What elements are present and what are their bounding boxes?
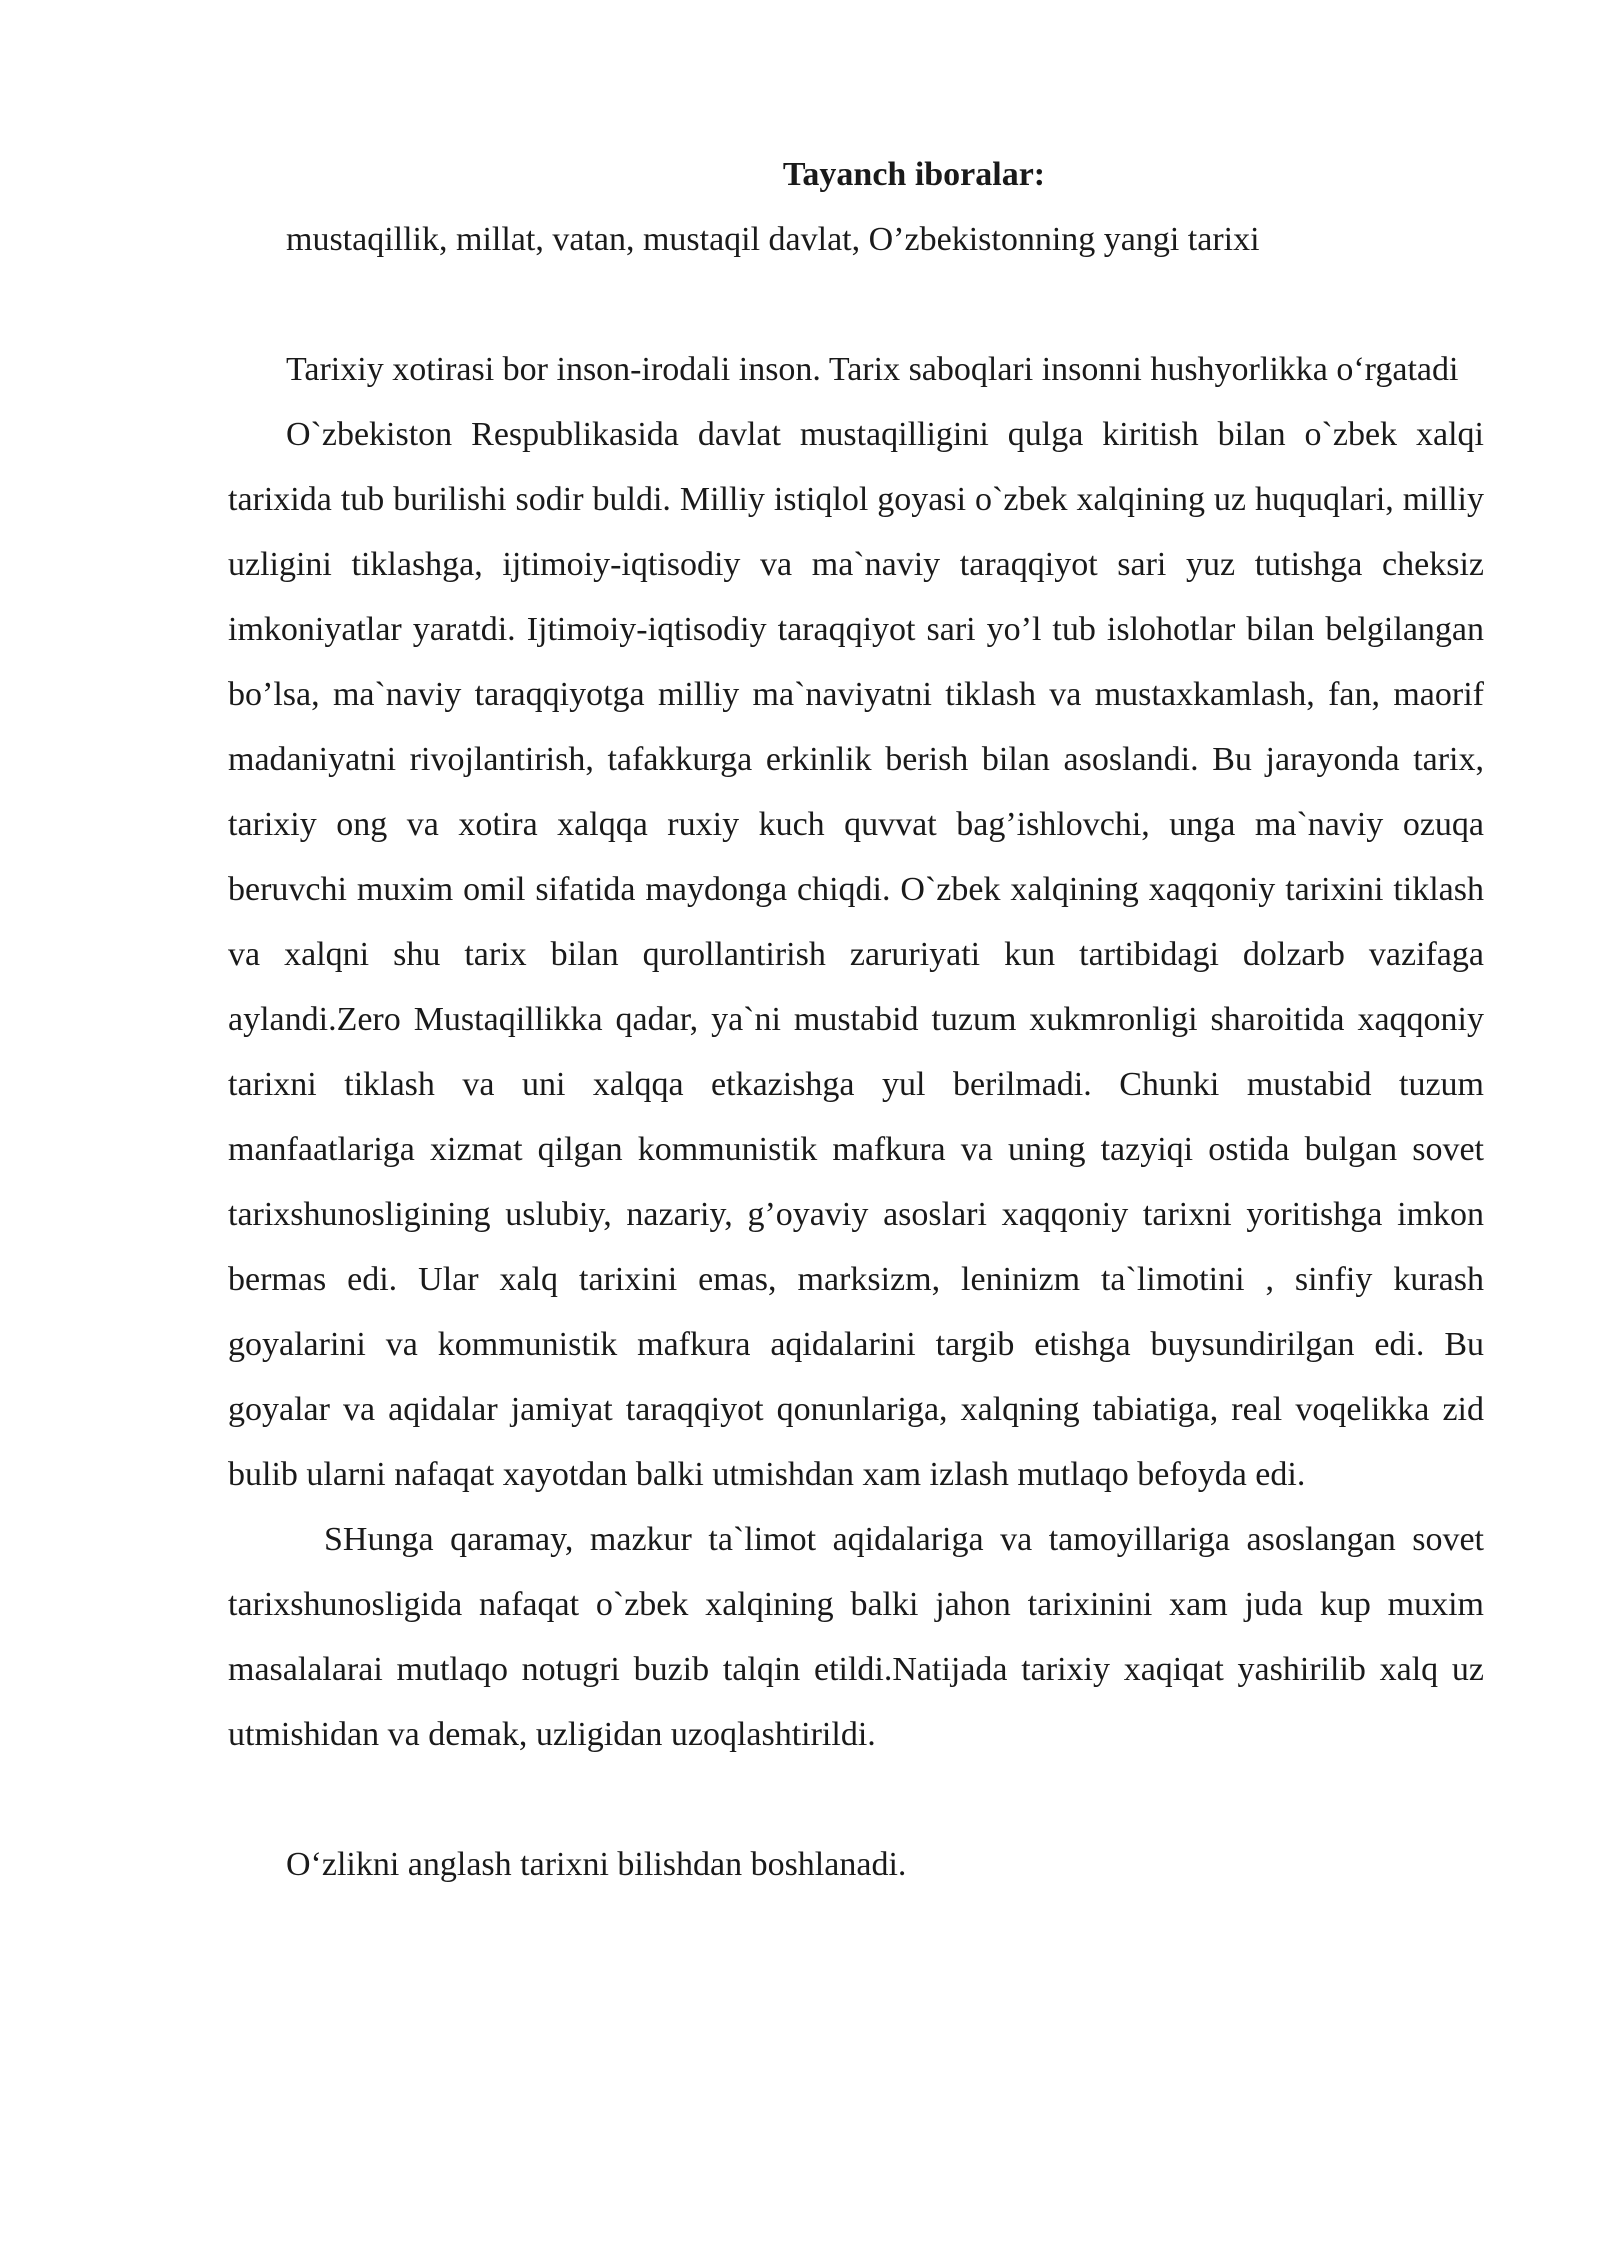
body-paragraph-2: SHunga qaramay, mazkur ta`limot aqidalariga va tamoyillariga asoslangan sovet tarixshunosligida nafaqat o`zbek xalqining balki jahon tarixinini xam juda kup muxim masalalarai mutlaqo notugri buzib talqin etildi.Natijada tarixiy xaqiqat yashirilib xalq uz utmishidan va demak, uzligidan uzoqlashtirildi.: [228, 1521, 1484, 1753]
blank-line: [228, 272, 1484, 337]
document-body: [228, 142, 1484, 1897]
epigraph: Tarixiy xotirasi bor inson-irodali inson. Tarix saboqlari insonni hushyorlikka o‘rgatadi: [286, 351, 1459, 388]
keywords-line: mustaqillik, millat, vatan, mustaqil davlat, O’zbekistonning yangi tarixi: [286, 221, 1260, 258]
blank-line: [228, 1767, 1484, 1832]
closing-line: O‘zlikni anglash tarixni bilishdan boshlanadi.: [286, 1846, 907, 1883]
document-title: Tayanch iboralar:: [782, 156, 1046, 193]
body-paragraph-1: O`zbekiston Respublikasida davlat mustaqilligini qulga kiritish bilan o`zbek xalqi tarixida tub burilishi sodir buldi. Milliy istiqlol goyasi o`zbek xalqining uz huquqlari, milliy uzligini tiklashga, ijtimoiy-iqtisodiy va ma`naviy taraqqiyot sari yuz tutishga cheksiz imkoniyatlar yaratdi. Ijtimoiy-iqtisodiy taraqqiyot sari yo’l tub islohotlar bilan belgilangan bo’lsa, ma`naviy taraqqiyotga milliy ma`naviyatni tiklash va mustaxkamlash, fan, maorif madaniyatni rivojlantirish, tafakkurga erkinlik berish bilan asoslandi. Bu jarayonda tarix, tarixiy ong va xotira xalqqa ruxiy kuch quvvat bag’ishlovchi, unga ma`naviy ozuqa beruvchi muxim omil sifatida maydonga chiqdi. O`zbek xalqining xaqqoniy tarixini tiklash va xalqni shu tarix bilan qurollantirish zaruriyati kun tartibidagi dolzarb vazifaga aylandi.Zero Mustaqillikka qadar, ya`ni mustabid tuzum xukmronligi sharoitida xaqqoniy tarixni tiklash va uni xalqqa etkazishga yul berilmadi. Chunki mustabid tuzum manfaatlariga xizmat qilgan kommunistik mafkura va uning tazyiqi ostida bulgan sovet tarixshunosligining uslubiy, nazariy, g’oyaviy asoslari xaqqoniy tarixni yoritishga imkon bermas edi. Ular xalq tarixini emas, marksizm, leninizm ta`limotini , sinfiy kurash goyalarini va kommunistik mafkura aqidalarini targib etishga buysundirilgan edi. Bu goyalar va aqidalar jamiyat taraqqiyot qonunlariga, xalqning tabiatiga, real voqelikka zid bulib ularni nafaqat xayotdan balki utmishdan xam izlash mutlaqo befoyda edi.: [228, 416, 1484, 1493]
